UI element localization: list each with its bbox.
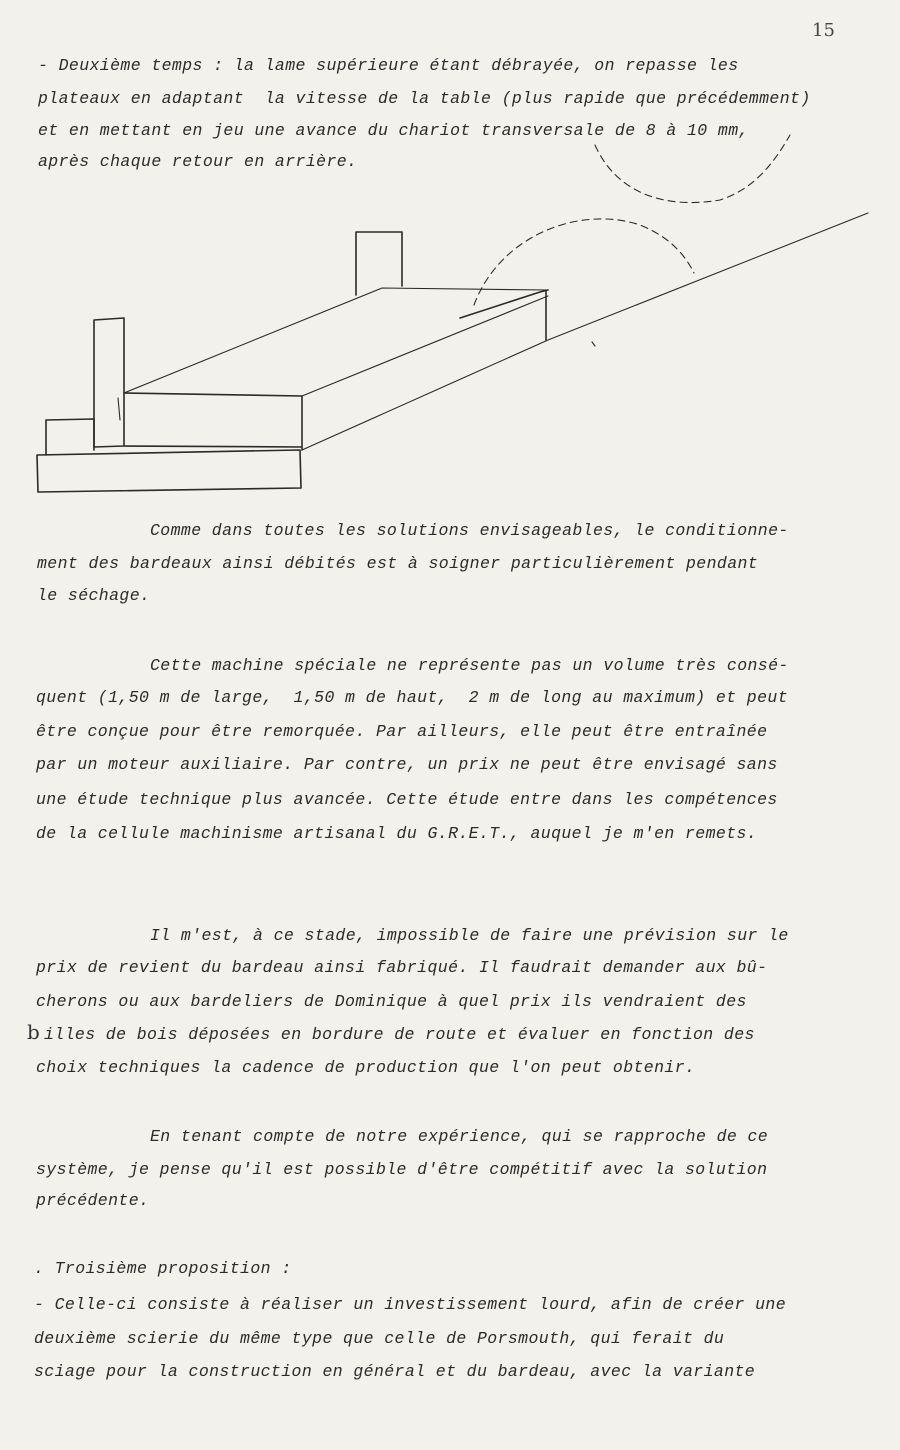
text-line: - Deuxième temps : la lame supérieure étant débrayée, on repasse les: [38, 56, 739, 75]
text-line: une étude technique plus avancée. Cette étude entre dans les compétences: [36, 790, 778, 809]
text-line: plateaux en adaptant la vitesse de la table (plus rapide que précédemment): [38, 89, 811, 108]
text-line: précédente.: [36, 1191, 150, 1210]
text-line: deuxième scierie du même type que celle de Porsmouth, qui ferait du: [34, 1329, 725, 1348]
text-line: En tenant compte de notre expérience, qui se rapproche de ce: [150, 1127, 769, 1146]
text-line: Il m'est, à ce stade, impossible de faire une prévision sur le: [150, 926, 789, 945]
text-line: de la cellule machinisme artisanal du G.R.E.T., auquel je m'en remets.: [36, 824, 758, 843]
handwritten-margin-mark: b: [27, 1020, 40, 1044]
page-number: 15: [812, 20, 835, 41]
text-line: cherons ou aux bardeliers de Dominique à quel prix ils vendraient des: [36, 992, 747, 1011]
text-line: système, je pense qu'il est possible d'être compétitif avec la solution: [36, 1160, 768, 1179]
text-line: prix de revient du bardeau ainsi fabriqué. Il faudrait demander aux bû-: [36, 958, 768, 977]
section-heading: . Troisième proposition :: [34, 1259, 292, 1278]
text-line: ment des bardeaux ainsi débités est à soigner particulièrement pendant: [37, 554, 759, 573]
text-line: Comme dans toutes les solutions envisageables, le conditionne-: [150, 521, 789, 540]
text-line: quent (1,50 m de large, 1,50 m de haut, 2 m de long au maximum) et peut: [36, 688, 789, 707]
text-line: choix techniques la cadence de production que l'on peut obtenir.: [36, 1058, 696, 1077]
text-line: sciage pour la construction en général et du bardeau, avec la variante: [34, 1362, 756, 1381]
text-line: être conçue pour être remorquée. Par ailleurs, elle peut être entraînée: [36, 722, 768, 741]
text-line: le séchage.: [37, 586, 151, 605]
text-line: illes de bois déposées en bordure de route et évaluer en fonction des: [44, 1025, 755, 1044]
text-line: et en mettant en jeu une avance du chariot transversale de 8 à 10 mm,: [38, 121, 749, 140]
text-line: Cette machine spéciale ne représente pas un volume très consé-: [150, 656, 789, 675]
text-line: - Celle-ci consiste à réaliser un investissement lourd, afin de créer une: [34, 1295, 787, 1314]
text-line: par un moteur auxiliaire. Par contre, un prix ne peut être envisagé sans: [36, 755, 778, 774]
text-line: après chaque retour en arrière.: [38, 152, 358, 171]
